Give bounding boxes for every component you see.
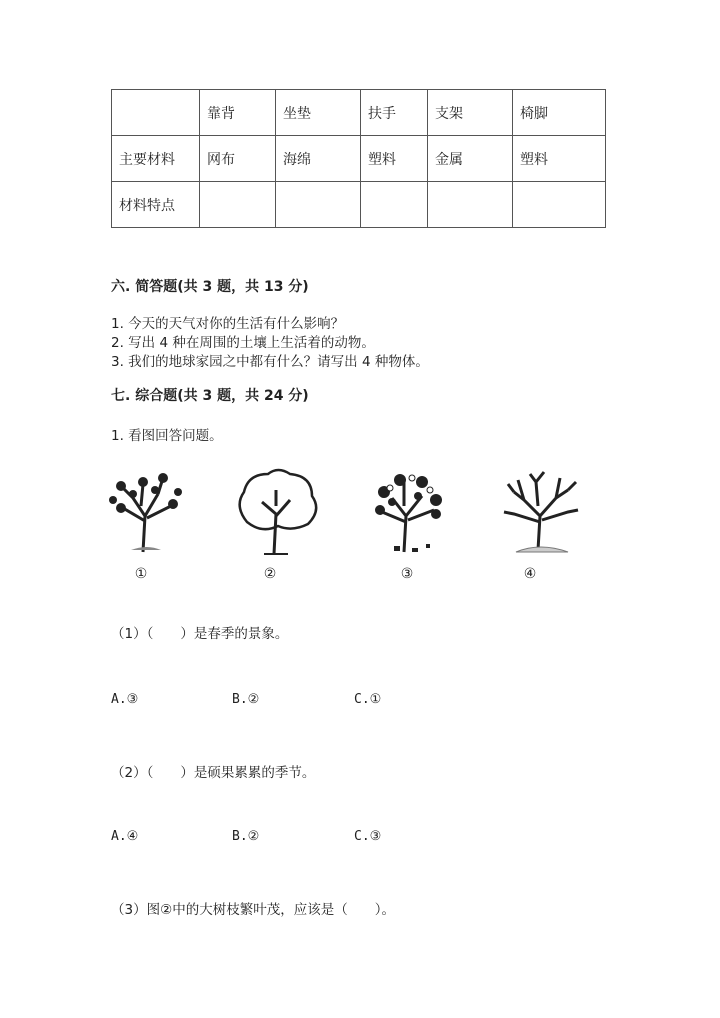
tree-2-icon [232, 466, 322, 556]
tree-label: ④ [523, 566, 537, 582]
answer-cell[interactable] [428, 182, 513, 228]
question-item: 1. 今天的天气对你的生活有什么影响？ [111, 316, 345, 332]
table-cell: 网布 [200, 136, 276, 182]
table-cell: 材料特点 [112, 182, 200, 228]
option-a[interactable]: A.④ [111, 829, 139, 844]
tree-label: ① [134, 566, 148, 582]
table-cell: 支架 [428, 90, 513, 136]
answer-cell[interactable] [361, 182, 428, 228]
table-cell: 海绵 [276, 136, 361, 182]
section7-title: 七. 综合题(共 3 题，共 24 分) [111, 388, 309, 404]
option-b[interactable]: B.② [232, 829, 260, 844]
sub-question: （3）图②中的大树枝繁叶茂，应该是（ ）。 [111, 902, 395, 918]
table-cell: 塑料 [361, 136, 428, 182]
table-row [112, 136, 606, 182]
section6-title: 六. 简答题(共 3 题，共 13 分) [111, 279, 309, 295]
table-cell: 塑料 [513, 136, 606, 182]
option-c[interactable]: C.③ [354, 829, 382, 844]
tree-label: ② [263, 566, 277, 582]
answer-cell[interactable] [276, 182, 361, 228]
table-cell: 扶手 [361, 90, 428, 136]
answer-cell[interactable] [513, 182, 606, 228]
answer-cell[interactable] [200, 182, 276, 228]
table-header-row [112, 90, 606, 136]
table-cell: 坐垫 [276, 90, 361, 136]
sub-question: （2）（ ）是硕果累累的季节。 [111, 765, 316, 781]
option-a[interactable]: A.③ [111, 692, 139, 707]
option-c[interactable]: C.① [354, 692, 382, 707]
question-item: 1. 看图回答问题。 [111, 428, 223, 444]
tree-label: ③ [400, 566, 414, 582]
table-cell: 金属 [428, 136, 513, 182]
table-cell: 主要材料 [112, 136, 200, 182]
table-row [112, 182, 606, 228]
tree-1-icon [103, 466, 193, 556]
table-cell: 椅脚 [513, 90, 606, 136]
sub-question: （1）（ ）是春季的景象。 [111, 626, 289, 642]
option-b[interactable]: B.② [232, 692, 260, 707]
question-item: 3. 我们的地球家园之中都有什么？请写出 4 种物体。 [111, 354, 429, 370]
question-item: 2. 写出 4 种在周围的土壤上生活着的动物。 [111, 335, 375, 351]
table-cell: 靠背 [200, 90, 276, 136]
tree-4-icon [496, 466, 586, 556]
tree-3-icon [364, 466, 454, 556]
material-table [111, 89, 606, 228]
table-cell [112, 90, 200, 136]
